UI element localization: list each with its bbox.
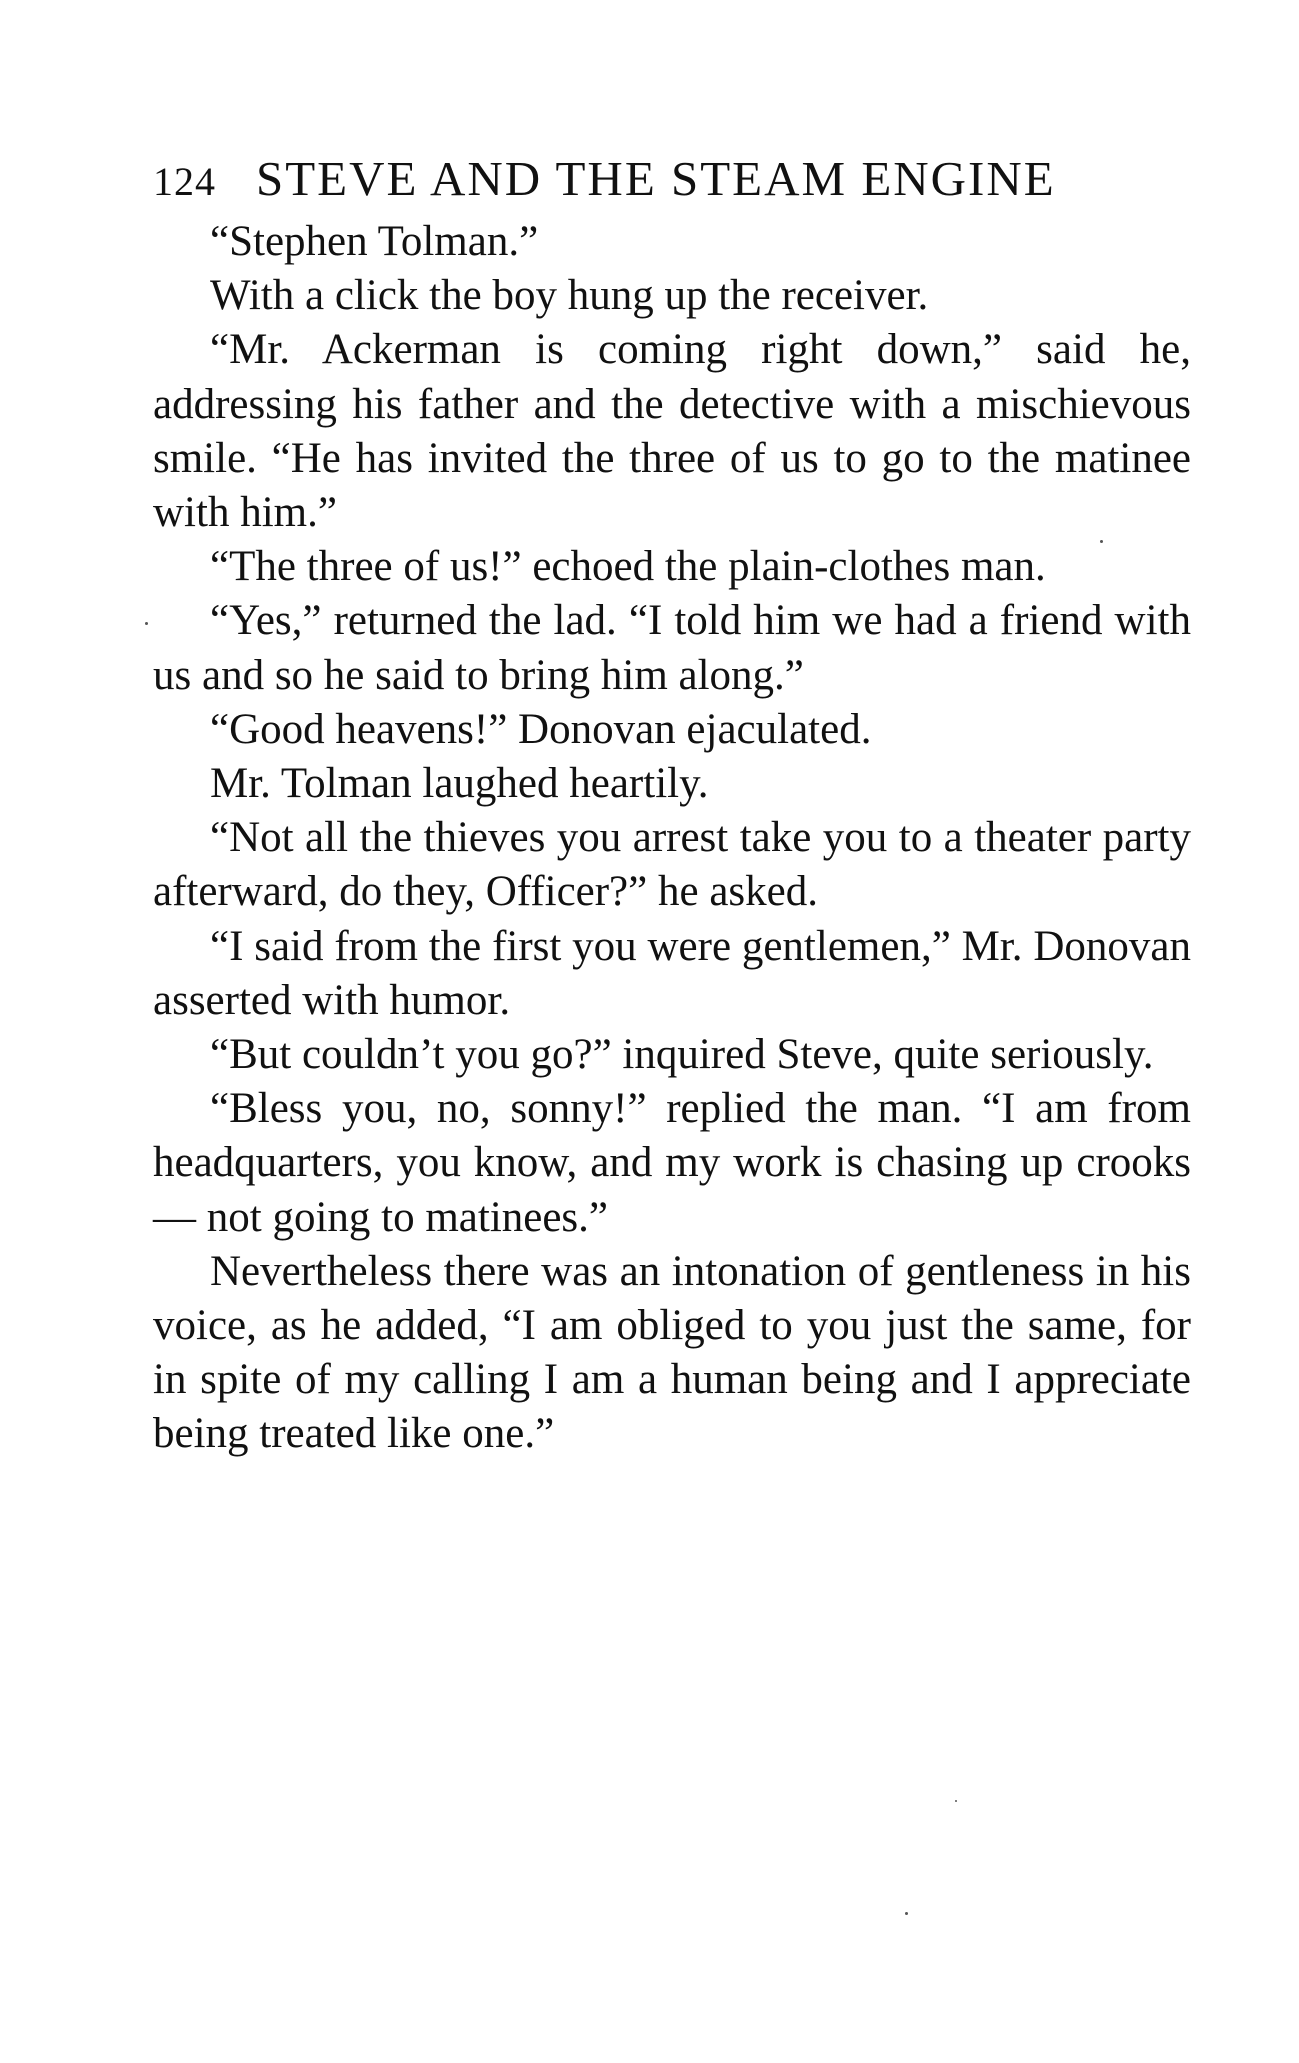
paragraph: “Bless you, no, sonny!” replied the man. “I am from headquarters, you know, and my work is chasing up crooks — not going to matinees.”	[153, 1085, 1191, 1241]
page-number: 124	[153, 159, 216, 204]
paragraph: “The three of us!” echoed the plain-clothes man.	[210, 543, 1046, 591]
paragraph: “Good heavens!” Donovan ejaculated.	[210, 705, 872, 753]
running-title: STEVE AND THE STEAM ENGINE	[256, 151, 1056, 206]
paragraph: “Yes,” returned the lad. “I told him we had a friend with us and so he said to bring him along.”	[153, 597, 1191, 699]
paragraph: “I said from the first you were gentlemen,” Mr. Donovan asserted with humor.	[153, 922, 1191, 1024]
paragraph: “But couldn’t you go?” inquired Steve, quite seriously.	[210, 1031, 1154, 1079]
running-head	[153, 150, 1191, 211]
paragraph: Nevertheless there was an intonation of gentleness in his voice, as he added, “I am obliged to you just the same, for in spite of my calling I am a human being and I appreciate being treated like one.”	[153, 1247, 1191, 1458]
paragraph: “Mr. Ackerman is coming right down,” said he, addressing his father and the detective with a mischievous smile. “He has invited the three of us to go to the matinee with him.”	[153, 326, 1191, 537]
paragraph: “Not all the thieves you arrest take you to a theater party afterward, do they, Officer?” he asked.	[153, 814, 1191, 916]
scan-speck	[1100, 540, 1103, 543]
scan-speck	[145, 622, 148, 625]
paragraph: With a click the boy hung up the receiver.	[210, 272, 929, 320]
scan-speck	[905, 1912, 908, 1915]
scan-speck	[955, 1800, 957, 1802]
paragraph: “Stephen Tolman.”	[210, 218, 539, 265]
book-page	[153, 150, 1191, 1462]
body-text	[153, 215, 1191, 1462]
paragraph: Mr. Tolman laughed heartily.	[210, 760, 709, 808]
